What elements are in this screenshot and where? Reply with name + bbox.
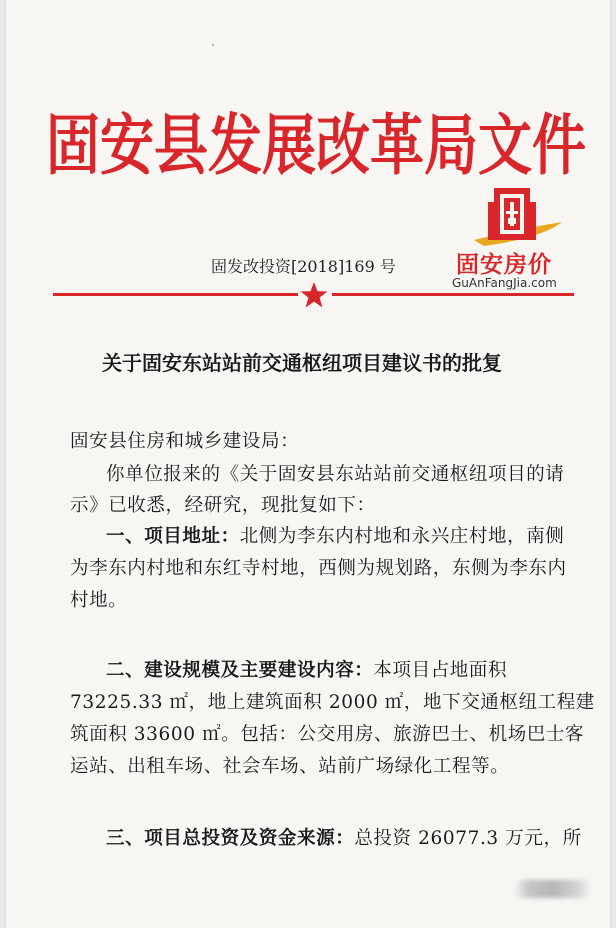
document-number: 固发改投资[2018]169 号	[211, 257, 396, 276]
section-2-line-1-text: 本项目占地面积	[373, 660, 508, 681]
section-3-heading: 三、项目总投资及资金来源：	[106, 828, 355, 849]
section-2-line-1	[106, 656, 507, 682]
section-1-line-2: 为李东内村地和东红寺村地，西侧为规划路，东侧为李东内	[70, 558, 567, 579]
paragraph-1-line-1: 你单位报来的《关于固安县东站站前交通枢纽项目的请	[106, 464, 565, 485]
logo-brand-name: 固安房价	[456, 252, 552, 278]
blurred-watermark	[514, 880, 592, 898]
section-2-line-3: 筑面积 33600 ㎡。包括：公交用房、旅游巴士、机场巴士客	[70, 724, 585, 745]
section-2-line-2: 73225.33 ㎡，地上建筑面积 2000 ㎡，地下交通枢纽工程建	[70, 692, 595, 713]
section-2-heading: 二、建设规模及主要建设内容：	[106, 660, 374, 681]
section-2-line-4: 运站、出租车场、社会车场、站前广场绿化工程等。	[70, 756, 510, 777]
document-subject: 关于固安东站站前交通枢纽项目建议书的批复	[102, 351, 502, 375]
section-1-heading: 一、项目地址：	[106, 526, 240, 547]
document-header-title: 固安县发展改革局文件	[46, 107, 586, 185]
paragraph-1-line-2: 示》已收悉，经研究，现批复如下：	[70, 495, 376, 516]
header-rule-right	[332, 293, 574, 296]
paper-speck	[212, 44, 214, 46]
logo-url: GuAnFangJia.com	[452, 276, 557, 290]
section-3-line-1-text: 总投资 26077.3 万元，所	[354, 828, 582, 849]
section-1-line-3: 村地。	[70, 590, 128, 611]
section-3-line-1	[106, 824, 582, 850]
addressee: 固安县住房和城乡建设局：	[70, 431, 300, 452]
section-1-line-1	[106, 522, 564, 548]
section-1-line-1-text: 北侧为李东内村地和永兴庄村地，南侧	[239, 526, 565, 547]
red-star-icon	[299, 281, 329, 309]
header-rule-left	[53, 293, 298, 296]
